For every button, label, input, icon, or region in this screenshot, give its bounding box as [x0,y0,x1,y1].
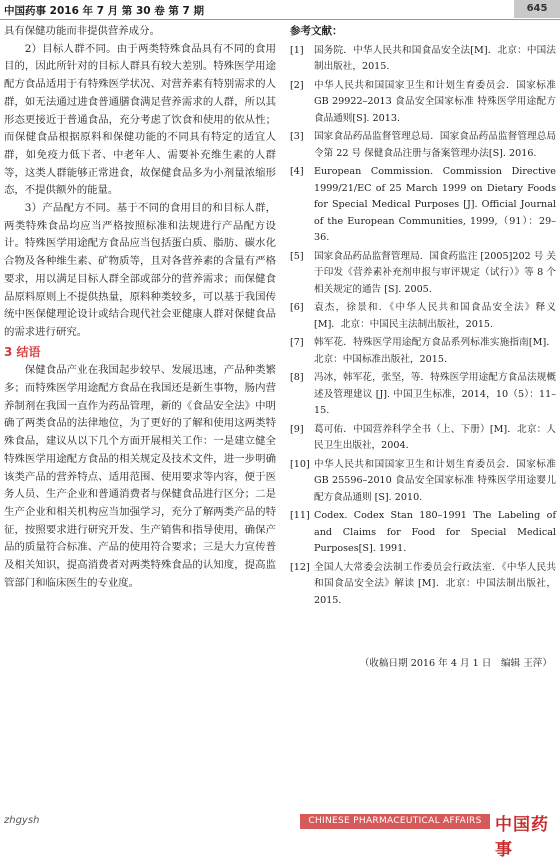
reference-text: 韩军花．特殊医学用途配方食品系列标准实施指南[M]．北京：中国标准出版社，2015. [314,337,556,365]
reference-number: [11] [290,510,310,521]
reference-number: [7] [290,337,304,348]
reference-item [290,300,556,333]
footer-site-text: zhgysh [4,815,40,826]
paragraph-formula: 3）产品配方不同。基于不同的食用目的和目标人群，两类特殊食品均应当严格按照标准和法规进行产品配方设计。特殊医学用途配方食品应当包括蛋白质、脂肪、碳水化合物及各种维生素、矿物质等，且对各营养素的含量有严格要求，用以满足目标人群全部或部分的营养需求；而保健食品原料原则上不提供热量，原料种类较多，可以基于我国传统中医保健理论设计或结合现代社会亚健康人群对保健食品的需求进行研究。 [4,202,276,338]
footer-journal-bar: CHINESE PHARMACEUTICAL AFFAIRS [300,814,490,829]
reference-item [290,249,556,299]
reference-number: [6] [290,302,304,313]
reference-text: 中华人民共和国国家卫生和计划生育委员会．国家标准 GB 25596–2010 食品安全国家标准 特殊医学用途婴儿配方食品通则 [S]. 2010. [314,458,556,503]
reference-number: [4] [290,166,304,177]
reference-number: [1] [290,44,304,56]
left-column [4,23,276,593]
reference-item [290,370,556,420]
reference-text: 冯冰，韩军花，张坚，等．特殊医学用途配方食品法规概述及管理建议 [J]. 中国卫生标准，2014，10（5）：11–15. [314,372,556,416]
reference-number: [9] [290,423,304,435]
received-date-note: （收稿日期 2016 年 4 月 1 日 编辑 王萍） [359,658,552,669]
section-heading-conclusion: 3 结语 [4,344,41,359]
page-header [0,0,560,20]
reference-item [290,129,556,162]
reference-text: 国家食品药品监督管理局．国食药监注 [2005]202 号 关于印发《营养素补充剂申报与审评规定（试行）》等 8 个相关规定的通告 [S]. 2005. [314,250,556,295]
reference-text: 国务院．中华人民共和国食品安全法[M]．北京：中国法制出版社，2015. [314,44,556,72]
references-column [290,23,556,611]
reference-item [290,457,556,507]
paragraph-target-population: 2）目标人群不同。由于两类特殊食品具有不同的食用目的，因此所针对的目标人群具有较大差别。特殊医学用途配方食品适用于有特殊医学状况、对营养素有特别需求的人群，如无法通过进食普通膳食满足营养需求的人群，所以其形态更接近于普通食品，充分考虑了饮食和使用的依从性；而保健食品根据原料和保健功能的不同具有特定的适宜人群，如免疫力低下者、中老年人、需要补充维生素的人群等，这类人群能够正常进食，故保健食品多为小剂量浓缩形态，不提供额外的能量。 [4,42,276,197]
journal-header-text: 中国药事 2016 年 7 月 第 30 卷 第 7 期 [4,5,205,17]
reference-item [290,508,556,558]
reference-number: [8] [290,372,304,383]
reference-number: [3] [290,131,304,142]
reference-item [290,43,556,76]
reference-item [290,422,556,455]
reference-number: [2] [290,79,304,91]
reference-text: Codex. Codex Stan 180–1991 The Labeling of and Claims for Food for Special Medical Purposes[S]. 1991. [314,510,556,554]
reference-text: European Commission. Commission Directive 1999/21/EC of 25 March 1999 on Dietary Foods for Special Medical Purposes [J]. Official Journal of the European Communities, 1999,（91）：29–36. [314,166,556,243]
reference-text: 中华人民共和国国家卫生和计划生育委员会．国家标准 GB 29922–2013 食品安全国家标准 特殊医学用途配方食品通则[S]. 2013. [314,79,556,124]
reference-number: [10] [290,458,310,470]
reference-item [290,335,556,368]
reference-text: 袁杰，徐景和．《中华人民共和国食品安全法》释义[M]．北京：中国民主法制出版社，2015. [314,302,556,330]
header-rule [0,19,560,20]
reference-text: 国家食品药品监督管理总局．国家食品药品监督管理总局令第 22 号 保健食品注册与备案管理办法[S]. 2016. [314,131,556,159]
paragraph-continued: 具有保健功能而非提供营养成分。 [4,25,160,37]
journal-logo: 中国药事 [495,815,549,860]
reference-text: 葛可佑．中国营养科学全书（上、下册）[M]．北京：人民卫生出版社，2004. [314,423,556,451]
page-number: 645 [514,0,560,18]
reference-text: 全国人大常委会法制工作委员会行政法室．《中华人民共和国食品安全法》解读 [M]．北京：中国法制出版社，2015. [314,561,556,606]
reference-item [290,78,556,128]
reference-item [290,560,556,610]
reference-number: [5] [290,250,304,262]
paragraph-conclusion: 保健食品产业在我国起步较早、发展迅速，产品种类繁多；而特殊医学用途配方食品在我国还是新生事物，肠内营养制剂在我国一直作为药品管理，新的《食品安全法》中明确了两类食品的法律地位，为了更好的了解和使用这两类特殊食品，建议从以下几个方面开展相关工作：一是建立健全特殊医学用途配方食品的相关规定及技术文件，进一步明确该类产品的营养特点、适用范围、使用要求等内容，便于医务人员、生产企业和普通消费者与保健食品进行区分；二是生产企业和相关机构应当加强学习，充分了解两类产品的特征，按照要求进行研究开发、生产销售和指导使用，确保产品的质量符合标准、产品的使用符合要求；三是大力宣传普及相关知识，提高消费者对两类特殊食品的认知度，提高监管部门和临床医生的专业度。 [4,364,276,589]
reference-item [290,164,556,247]
reference-number: [12] [290,561,310,573]
references-title: 参考文献： [290,25,343,37]
page-footer [0,810,560,860]
